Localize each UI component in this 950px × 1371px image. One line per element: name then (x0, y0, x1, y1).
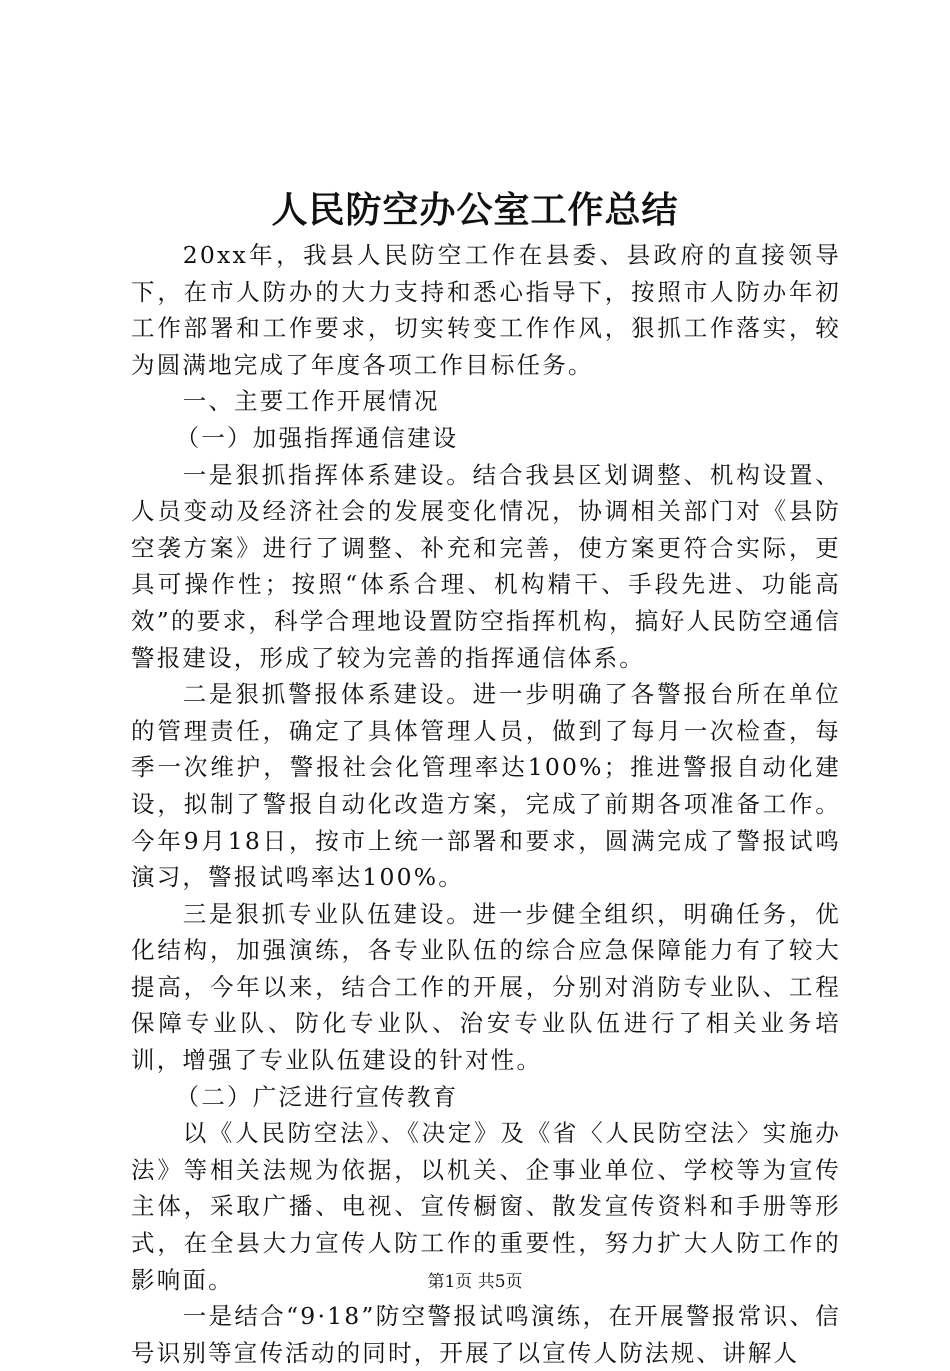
section-heading: 一、主要工作开展情况 (182, 387, 440, 416)
paragraph: 20xx年，我县人民防空工作在县委、县政府的直接领导下，在市人防办的大力支持和悉心指导下，按照市人防办年初工作部署和工作要求，切实转变工作作风，狠抓工作落实，较为圆满地完成了年度各项工作目标任务。 (131, 241, 841, 379)
paragraph: 一是结合“9·18”防空警报试鸣演练，在开展警报常识、信号识别等宣传活动的同时，开展了以宣传人防法规、讲解人 (131, 1302, 841, 1367)
document-body (131, 237, 841, 1371)
page-footer: 第1页 共5页 (427, 1272, 523, 1292)
subsection-heading: （二）广泛进行宣传教育 (175, 1082, 459, 1111)
document-title: 人民防空办公室工作总结 (271, 189, 679, 231)
paragraph: 一是狠抓指挥体系建设。结合我县区划调整、机构设置、人员变动及经济社会的发展变化情况，协调相关部门对《县防空袭方案》进行了调整、补充和完善，使方案更符合实际，更具可操作性；按照“体系合理、机构精干、手段先进、功能高效”的要求，科学合理地设置防空指挥机构，搞好人民防空通信警报建设，形成了较为完善的指挥通信体系。 (131, 460, 841, 672)
subsection-heading: （一）加强指挥通信建设 (175, 423, 459, 452)
paragraph: 以《人民防空法》、《决定》及《省〈人民防空法〉实施办法》等相关法规为依据，以机关、企事业单位、学校等为宣传主体，采取广播、电视、宣传橱窗、散发宣传资料和手册等形式，在全县大力宣传人防工作的重要性，努力扩大人防工作的影响面。 (131, 1119, 841, 1294)
paragraph: 三是狠抓专业队伍建设。进一步健全组织，明确任务，优化结构，加强演练，各专业队伍的综合应急保障能力有了较大提高，今年以来，结合工作的开展，分别对消防专业队、工程保障专业队、防化专业队、治安专业队伍进行了相关业务培训，增强了专业队伍建设的针对性。 (131, 899, 841, 1075)
paragraph: 二是狠抓警报体系建设。进一步明确了各警报台所在单位的管理责任，确定了具体管理人员，做到了每月一次检查，每季一次维护，警报社会化管理率达100%；推进警报自动化建设，拟制了警报自动化改造方案，完成了前期各项准备工作。今年9月18日，按市上统一部署和要求，圆满完成了警报试鸣演习，警报试鸣率达100%。 (131, 680, 841, 892)
